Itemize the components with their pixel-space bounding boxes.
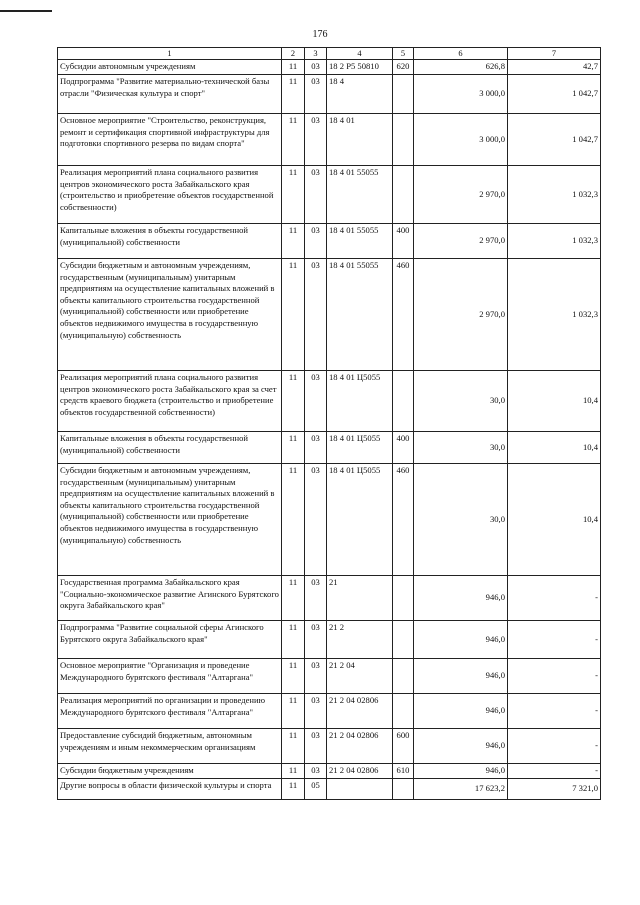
row-name: Подпрограмма "Развитие социальной сферы Агинского Бурятского округа Забайкальского края": [58, 620, 282, 658]
row-name: Субсидии бюджетным и автономным учреждениям, государственным (муниципальным) унитарным предприятиям на осуществление капитальных вложений в объекты капитального строительства государственной (муниципальной) собственности или приобретение объектов недвижимого имущества в государственную (муниципальную) собственность: [58, 258, 282, 370]
row-subsection: 03: [305, 763, 327, 778]
row-expense-type: 460: [393, 258, 414, 370]
row-name: Субсидии автономным учреждениям: [58, 60, 282, 75]
row-amount-executed: -: [508, 620, 601, 658]
row-amount-executed: 7 321,0: [508, 778, 601, 799]
row-target-code: 21 2: [327, 620, 393, 658]
row-name: Основное мероприятие "Строительство, реконструкция, ремонт и сертификация спортивной инфраструктуры для подготовки спортивного резерва по видам спорта": [58, 113, 282, 165]
row-expense-type: [393, 778, 414, 799]
row-subsection: 03: [305, 60, 327, 75]
row-expense-type: 620: [393, 60, 414, 75]
table-row: [58, 223, 601, 258]
row-amount-plan: 2 970,0: [414, 165, 508, 223]
row-expense-type: [393, 113, 414, 165]
row-amount-plan: 2 970,0: [414, 223, 508, 258]
row-name: Основное мероприятие "Организация и проведение Международного бурятского фестиваля "Алтаргана": [58, 658, 282, 693]
table-row: [58, 575, 601, 620]
row-expense-type: [393, 165, 414, 223]
table-row: [58, 658, 601, 693]
row-expense-type: 610: [393, 763, 414, 778]
row-section: 11: [282, 113, 305, 165]
row-amount-plan: 3 000,0: [414, 113, 508, 165]
row-amount-executed: 10,4: [508, 431, 601, 463]
row-amount-executed: 42,7: [508, 60, 601, 75]
row-name: Реализация мероприятий плана социального развития центров экономического роста Забайкальского края (строительство и приобретение объектов государственной собственности): [58, 165, 282, 223]
row-expense-type: 400: [393, 431, 414, 463]
row-subsection: 03: [305, 728, 327, 763]
row-amount-executed: 1 042,7: [508, 74, 601, 113]
row-expense-type: [393, 370, 414, 431]
column-header: 3: [305, 48, 327, 60]
row-section: 11: [282, 575, 305, 620]
row-amount-plan: 30,0: [414, 431, 508, 463]
row-amount-executed: 1 032,3: [508, 223, 601, 258]
row-name: Подпрограмма "Развитие материально-технической базы отрасли "Физическая культура и спорт": [58, 74, 282, 113]
row-section: 11: [282, 370, 305, 431]
row-expense-type: 460: [393, 463, 414, 575]
page-number: 176: [312, 29, 328, 40]
row-target-code: 18 4 01 Ц5055: [327, 431, 393, 463]
row-section: 11: [282, 223, 305, 258]
column-header: 2: [282, 48, 305, 60]
row-amount-executed: -: [508, 763, 601, 778]
row-amount-executed: -: [508, 728, 601, 763]
row-amount-plan: 30,0: [414, 463, 508, 575]
row-amount-executed: 1 042,7: [508, 113, 601, 165]
row-name: Другие вопросы в области физической культуры и спорта: [58, 778, 282, 799]
row-subsection: 03: [305, 463, 327, 575]
row-target-code: [327, 778, 393, 799]
row-subsection: 03: [305, 658, 327, 693]
row-amount-plan: 2 970,0: [414, 258, 508, 370]
row-subsection: 03: [305, 575, 327, 620]
row-target-code: 21 2 04 02806: [327, 693, 393, 728]
row-expense-type: [393, 74, 414, 113]
row-section: 11: [282, 693, 305, 728]
table-row: [58, 60, 601, 75]
row-amount-plan: 626,8: [414, 60, 508, 75]
row-section: 11: [282, 74, 305, 113]
row-subsection: 03: [305, 74, 327, 113]
row-expense-type: [393, 620, 414, 658]
row-subsection: 03: [305, 258, 327, 370]
column-header: 7: [508, 48, 601, 60]
row-target-code: 18 4 01 55055: [327, 223, 393, 258]
row-amount-executed: 1 032,3: [508, 165, 601, 223]
row-name: Капитальные вложения в объекты государственной (муниципальной) собственности: [58, 431, 282, 463]
row-section: 11: [282, 658, 305, 693]
table-row: [58, 463, 601, 575]
row-amount-executed: -: [508, 693, 601, 728]
row-target-code: 18 4: [327, 74, 393, 113]
row-expense-type: [393, 693, 414, 728]
row-subsection: 03: [305, 113, 327, 165]
row-name: Субсидии бюджетным учреждениям: [58, 763, 282, 778]
row-expense-type: [393, 658, 414, 693]
row-target-code: 21 2 04 02806: [327, 763, 393, 778]
table-row: [58, 431, 601, 463]
row-name: Субсидии бюджетным и автономным учреждениям, государственным (муниципальным) унитарным предприятиям на осуществление капитальных вложений в объекты капитального строительства государственной (муниципальной) собственности или приобретение объектов недвижимого имущества в государственную (муниципальную) собственность: [58, 463, 282, 575]
row-section: 11: [282, 763, 305, 778]
table-row: [58, 728, 601, 763]
row-amount-executed: -: [508, 658, 601, 693]
row-subsection: 05: [305, 778, 327, 799]
row-amount-plan: 946,0: [414, 728, 508, 763]
row-amount-plan: 946,0: [414, 658, 508, 693]
row-amount-plan: 30,0: [414, 370, 508, 431]
row-amount-plan: 17 623,2: [414, 778, 508, 799]
row-subsection: 03: [305, 370, 327, 431]
row-expense-type: 400: [393, 223, 414, 258]
column-header: 6: [414, 48, 508, 60]
row-target-code: 21: [327, 575, 393, 620]
row-name: Предоставление субсидий бюджетным, автономным учреждениям и иным некоммерческим организациям: [58, 728, 282, 763]
row-expense-type: [393, 575, 414, 620]
row-name: Реализация мероприятий по организации и проведению Международного бурятского фестиваля "Алтаргана": [58, 693, 282, 728]
table-row: [58, 778, 601, 799]
column-header: 5: [393, 48, 414, 60]
row-target-code: 18 4 01 Ц5055: [327, 463, 393, 575]
row-section: 11: [282, 258, 305, 370]
row-amount-executed: -: [508, 575, 601, 620]
row-amount-plan: 946,0: [414, 620, 508, 658]
row-amount-plan: 946,0: [414, 575, 508, 620]
row-section: 11: [282, 620, 305, 658]
row-amount-executed: 10,4: [508, 463, 601, 575]
table-row: [58, 165, 601, 223]
row-section: 11: [282, 778, 305, 799]
table-row: [58, 763, 601, 778]
row-subsection: 03: [305, 693, 327, 728]
row-subsection: 03: [305, 431, 327, 463]
column-header: 1: [58, 48, 282, 60]
row-section: 11: [282, 165, 305, 223]
row-subsection: 03: [305, 223, 327, 258]
table-row: [58, 620, 601, 658]
budget-table: [57, 47, 601, 800]
row-target-code: 18 4 01 55055: [327, 258, 393, 370]
row-amount-executed: 1 032,3: [508, 258, 601, 370]
row-name: Государственная программа Забайкальского края "Социально-экономическое развитие Агинского Бурятского округа Забайкальского края": [58, 575, 282, 620]
row-target-code: 21 2 04: [327, 658, 393, 693]
table-row: [58, 113, 601, 165]
row-subsection: 03: [305, 165, 327, 223]
row-name: Капитальные вложения в объекты государственной (муниципальной) собственности: [58, 223, 282, 258]
row-section: 11: [282, 728, 305, 763]
header-row: [58, 48, 601, 60]
row-name: Реализация мероприятий плана социального развития центров экономического роста Забайкальского края за счет средств краевого бюджета (строительство и приобретение объектов государственной собственности): [58, 370, 282, 431]
row-target-code: 18 2 P5 50810: [327, 60, 393, 75]
row-target-code: 18 4 01 55055: [327, 165, 393, 223]
table-row: [58, 370, 601, 431]
column-header: 4: [327, 48, 393, 60]
row-subsection: 03: [305, 620, 327, 658]
row-target-code: 18 4 01 Ц5055: [327, 370, 393, 431]
row-amount-executed: 10,4: [508, 370, 601, 431]
row-amount-plan: 3 000,0: [414, 74, 508, 113]
table-row: [58, 74, 601, 113]
row-target-code: 18 4 01: [327, 113, 393, 165]
row-target-code: 21 2 04 02806: [327, 728, 393, 763]
row-expense-type: 600: [393, 728, 414, 763]
row-section: 11: [282, 60, 305, 75]
row-amount-plan: 946,0: [414, 763, 508, 778]
row-section: 11: [282, 431, 305, 463]
table-row: [58, 693, 601, 728]
row-section: 11: [282, 463, 305, 575]
corner-rule: [0, 10, 52, 12]
row-amount-plan: 946,0: [414, 693, 508, 728]
table-row: [58, 258, 601, 370]
